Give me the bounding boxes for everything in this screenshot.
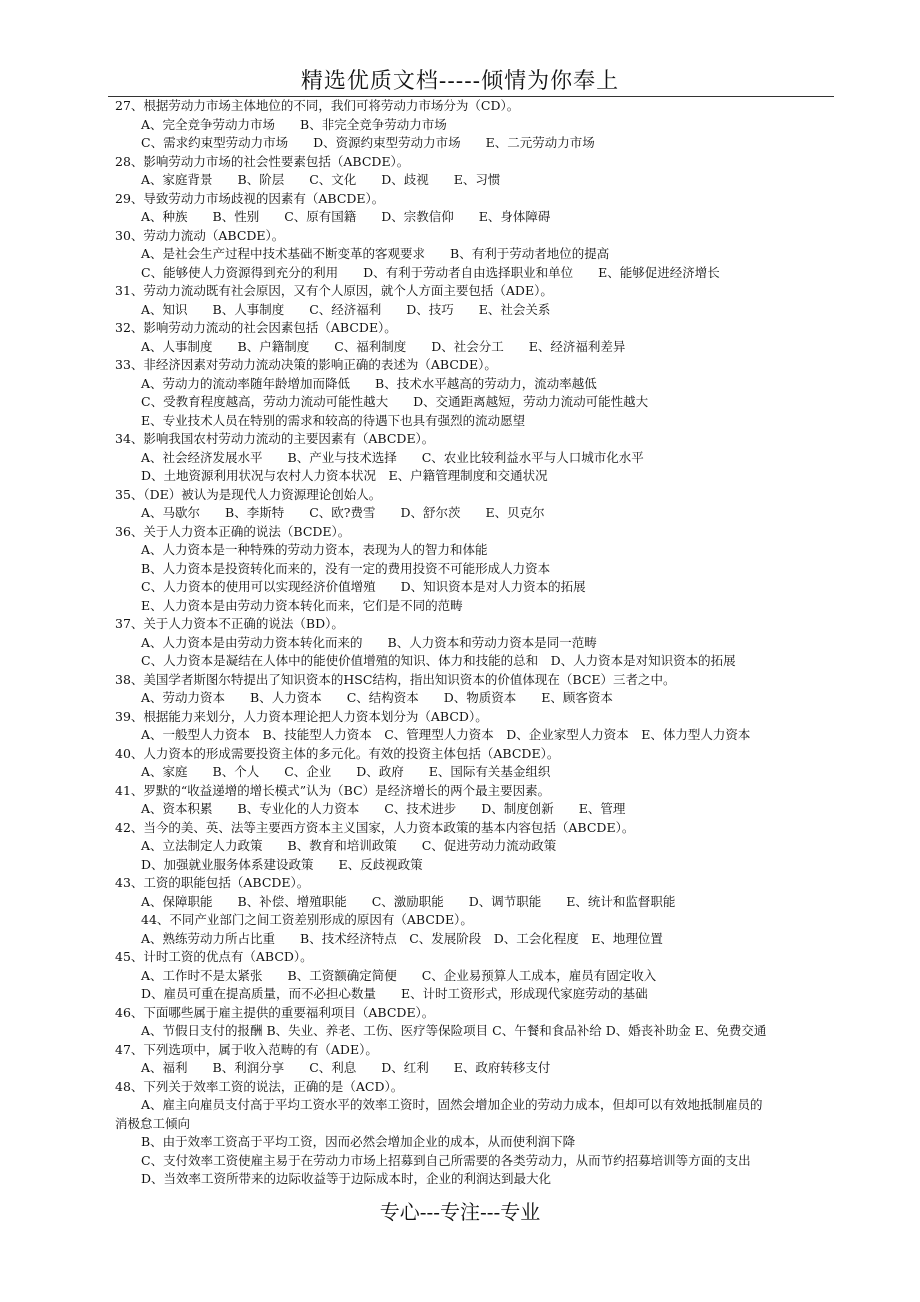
options-30-cde: C、能够使人力资源得到充分的利用 D、有利于劳动者自由选择职业和单位 E、能够促进经济增长 bbox=[141, 264, 720, 280]
question-34: 34、影响我国农村劳动力流动的主要因素有（ABCDE）。 bbox=[115, 431, 435, 446]
options-48-a-continued: 消极怠工倾向 bbox=[115, 1115, 191, 1131]
question-29: 29、导致劳动力市场歧视的因素有（ABCDE）。 bbox=[115, 190, 385, 206]
question-47: 47、下列选项中，属于收入范畴的有（ADE）。 bbox=[115, 1041, 378, 1057]
options-36-e: E、人力资本是由劳动力资本转化而来，它们是不同的范畴 bbox=[141, 597, 463, 613]
question-32: 32、影响劳动力流动的社会因素包括（ABCDE）。 bbox=[115, 320, 397, 335]
question-45: 45、计时工资的优点有（ABCD）。 bbox=[115, 949, 313, 964]
options-34-de: D、土地资源利用状况与农村人力资本状况 E、户籍管理制度和交通状况 bbox=[141, 468, 548, 483]
question-37: 37、关于人力资本不正确的说法（BD）。 bbox=[115, 616, 344, 631]
options-43: A、保障职能 B、补偿、增殖职能 C、激励职能 D、调节职能 E、统计和监督职能 bbox=[141, 893, 676, 909]
question-46: 46、下面哪些属于雇主提供的重要福利项目（ABCDE）。 bbox=[115, 1004, 435, 1020]
document-body bbox=[115, 97, 835, 1189]
question-48: 48、下列关于效率工资的说法，正确的是（ACD）。 bbox=[115, 1078, 404, 1094]
question-27: 27、根据劳动力市场主体地位的不同，我们可将劳动力市场分为（CD）。 bbox=[115, 98, 520, 113]
question-36: 36、关于人力资本正确的说法（BCDE）。 bbox=[115, 523, 351, 539]
options-27-ab: A、完全竞争劳动力市场 B、非完全竞争劳动力市场 bbox=[141, 116, 447, 132]
options-38: A、劳动力资本 B、人力资本 C、结构资本 D、物质资本 E、顾客资本 bbox=[141, 690, 613, 705]
options-33-e: E、专业技术人员在特别的需求和较高的待遇下也具有强烈的流动愿望 bbox=[141, 412, 526, 428]
options-29: A、种族 B、性别 C、原有国籍 D、宗教信仰 E、身体障碍 bbox=[141, 209, 551, 224]
options-48-b: B、由于效率工资高于平均工资，因而必然会增加企业的成本，从而使利润下降 bbox=[141, 1134, 576, 1149]
page-header: 精选优质文档-----倾情为你奉上 bbox=[300, 69, 620, 94]
options-44: A、熟练劳动力所占比重 B、技术经济特点 C、发展阶段 D、工会化程度 E、地理位置 bbox=[141, 930, 663, 946]
question-30: 30、劳动力流动（ABCDE）。 bbox=[115, 227, 285, 243]
options-37-cd: C、人力资本是凝结在人体中的能使价值增殖的知识、体力和技能的总和 D、人力资本是对知识资本的拓展 bbox=[141, 653, 736, 668]
options-32: A、人事制度 B、户籍制度 C、福利制度 D、社会分工 E、经济福利差异 bbox=[141, 338, 626, 354]
question-40: 40、人力资本的形成需要投资主体的多元化。有效的投资主体包括（ABCDE）。 bbox=[115, 745, 560, 761]
question-28: 28、影响劳动力市场的社会性要素包括（ABCDE）。 bbox=[115, 153, 410, 169]
options-45-de: D、雇员可重在提高质量，而不必担心数量 E、计时工资形式，形成现代家庭劳动的基础 bbox=[141, 986, 648, 1001]
options-42-abc: A、立法制定人力政策 B、教育和培训政策 C、促进劳动力流动政策 bbox=[141, 838, 557, 853]
options-35: A、马歇尔 B、李斯特 C、欧?费雪 D、舒尔茨 E、贝克尔 bbox=[141, 505, 545, 520]
options-31: A、知识 B、人事制度 C、经济福利 D、技巧 E、社会关系 bbox=[141, 301, 551, 317]
options-37-ab: A、人力资本是由劳动力资本转化而来的 B、人力资本和劳动力资本是同一范畴 bbox=[141, 634, 597, 650]
options-33-ab: A、劳动力的流动率随年龄增加而降低 B、技术水平越高的劳动力，流动率越低 bbox=[141, 375, 597, 391]
options-46: A、节假日支付的报酬 B、失业、养老、工伤、医疗等保险项目 C、午餐和食品补给 D、婚丧补助金 E、免费交通 bbox=[141, 1023, 767, 1038]
question-31: 31、劳动力流动既有社会原因，又有个人原因，就个人方面主要包括（ADE）。 bbox=[115, 283, 553, 298]
options-34-abc: A、社会经济发展水平 B、产业与技术选择 C、农业比较利益水平与人口城市化水平 bbox=[141, 449, 644, 465]
options-40: A、家庭 B、个人 C、企业 D、政府 E、国际有关基金组织 bbox=[141, 764, 551, 779]
question-41: 41、罗默的“收益递增的增长模式”认为（BC）是经济增长的两个最主要因素。 bbox=[115, 782, 551, 798]
options-48-c: C、支付效率工资使雇主易于在劳动力市场上招募到自己所需要的各类劳动力，从而节约招募培训等方面的支出 bbox=[141, 1152, 751, 1168]
question-35: 35、（DE）被认为是现代人力资源理论创始人。 bbox=[115, 486, 382, 502]
options-48-a: A、雇主向雇员支付高于平均工资水平的效率工资时，固然会增加企业的劳动力成本，但却可以有效地抵制雇员的 bbox=[141, 1097, 763, 1112]
options-36-a: A、人力资本是一种特殊的劳动力资本，表现为人的智力和体能 bbox=[141, 542, 488, 557]
options-48-d: D、当效率工资所带来的边际收益等于边际成本时，企业的利润达到最大化 bbox=[141, 1171, 552, 1186]
question-33: 33、非经济因素对劳动力流动决策的影响正确的表述为（ABCDE）。 bbox=[115, 357, 497, 372]
question-39: 39、根据能力来划分，人力资本理论把人力资本划分为（ABCD）。 bbox=[115, 708, 488, 724]
options-27-cde: C、需求约束型劳动力市场 D、资源约束型劳动力市场 E、二元劳动力市场 bbox=[141, 135, 595, 150]
options-36-b: B、人力资本是投资转化而来的，没有一定的费用投资不可能形成人力资本 bbox=[141, 560, 551, 576]
options-39: A、一般型人力资本 B、技能型人力资本 C、管理型人力资本 D、企业家型人力资本 E、体力型人力资本 bbox=[141, 727, 751, 742]
options-41: A、资本积累 B、专业化的人力资本 C、技术进步 D、制度创新 E、管理 bbox=[141, 801, 626, 816]
options-42-de: D、加强就业服务体系建设政策 E、反歧视政策 bbox=[141, 856, 423, 872]
question-38: 38、美国学者斯图尔特提出了知识资本的HSC结构，指出知识资本的价值体现在（BCE）三者之中。 bbox=[115, 671, 676, 687]
options-30-ab: A、是社会生产过程中技术基础不断变革的客观要求 B、有利于劳动者地位的提高 bbox=[141, 246, 610, 261]
options-45-abc: A、工作时不是太紧张 B、工资额确定简便 C、企业易预算人工成本，雇员有固定收入 bbox=[141, 967, 657, 983]
options-36-cd: C、人力资本的使用可以实现经济价值增殖 D、知识资本是对人力资本的拓展 bbox=[141, 579, 586, 594]
options-47: A、福利 B、利润分享 C、利息 D、红利 E、政府转移支付 bbox=[141, 1060, 551, 1075]
page-footer: 专心---专注---专业 bbox=[379, 1200, 541, 1224]
question-43: 43、工资的职能包括（ABCDE）。 bbox=[115, 875, 310, 890]
question-42: 42、当今的美、英、法等主要西方资本主义国家，人力资本政策的基本内容包括（ABCDE）。 bbox=[115, 819, 635, 835]
options-28: A、家庭背景 B、阶层 C、文化 D、歧视 E、习惯 bbox=[141, 172, 501, 187]
question-44: 44、不同产业部门之间工资差别形成的原因有（ABCDE）。 bbox=[141, 912, 473, 927]
options-33-cd: C、受教育程度越高，劳动力流动可能性越大 D、交通距离越短，劳动力流动可能性越大 bbox=[141, 394, 649, 409]
